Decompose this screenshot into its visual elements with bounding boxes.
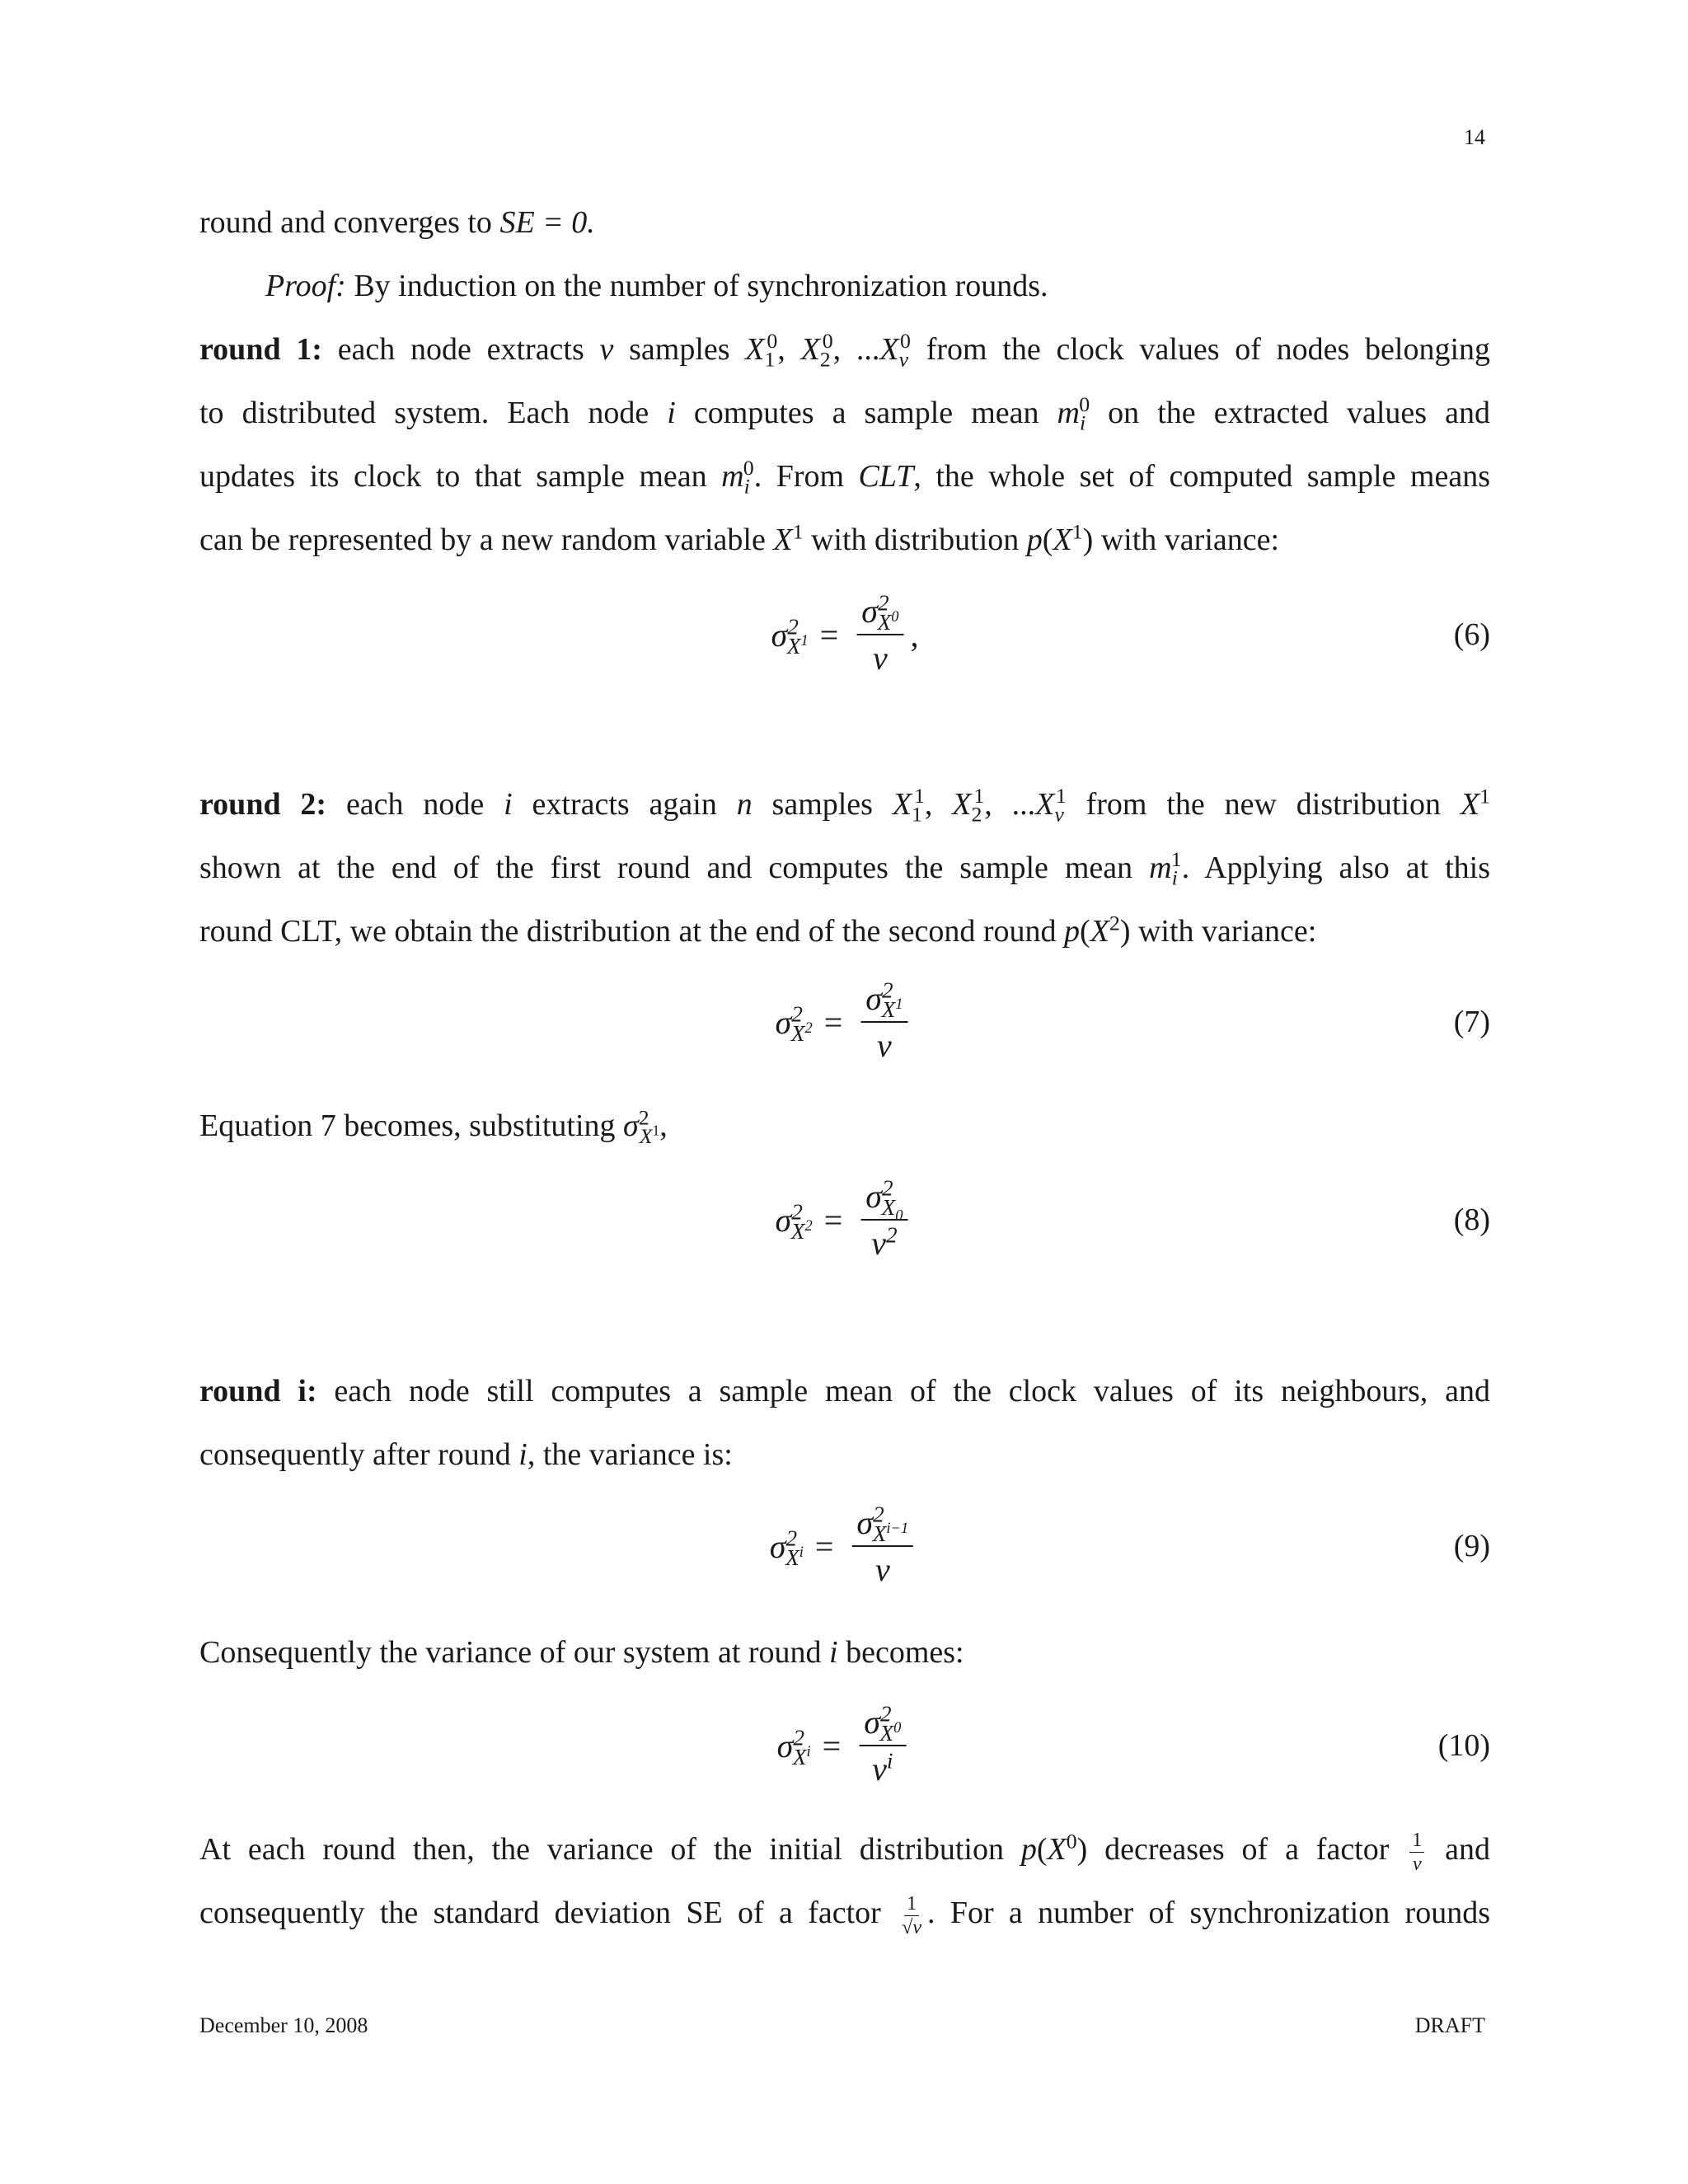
text-line: Consequently the variance of our system at round i becomes: <box>199 1635 964 1670</box>
paragraph-conclusion <box>199 1818 1490 1945</box>
paragraph-round-i <box>199 1360 1490 1487</box>
text-line: round and converges to SE = 0. <box>199 205 595 240</box>
round2-line-2: shown at the end of the first round and computes the sample mean $m_i^1$. Applying also at this <box>199 847 1490 890</box>
equation-7: $\sigma^2_{X^2}$ = $\frac{\sigma^2_{X^1}}{v}$ (7) <box>775 977 1490 1064</box>
final-line-2: consequently the standard deviation SE of a factor $\frac{1}{√v}$ . For a number of synchronization rounds <box>199 1892 1490 1938</box>
equation-number: (8) <box>1453 1202 1490 1237</box>
round1-line-1: round 1: each node extracts v samples $X_1^0$, $X_2^0$, $...X_v^0$ from the clock values of nodes belonging <box>199 329 1491 372</box>
paragraph-proof-intro <box>199 191 1490 572</box>
paragraph-round2 <box>199 773 1490 963</box>
equation-number: (6) <box>1453 617 1490 652</box>
proof-line: Proof: By induction on the number of synchronization rounds. <box>265 269 1048 303</box>
round2-line-3: round CLT, we obtain the distribution at the end of the second round $p(X^2)$ with variance: <box>199 911 1317 949</box>
equation-6: $\sigma^2_{X^1}$ = $\frac{\sigma^2_{X^0}}{v}$ , (6) <box>771 590 1490 677</box>
equation-9: $\sigma^2_{X^i}$ = $\frac{\sigma^2_{X^{i-1}}}{v}$ (9) <box>769 1502 1490 1588</box>
equation-number: (10) <box>1437 1728 1490 1763</box>
paragraph-consequently <box>199 1621 1490 1685</box>
round2-label: round 2: <box>199 787 327 822</box>
equation-number: (9) <box>1453 1529 1490 1563</box>
roundi-line-1: round i: each node still computes a sample mean of the clock values of its neighbours, and <box>199 1374 1490 1408</box>
roundi-label: round i: <box>199 1374 317 1408</box>
text-line: Equation 7 becomes, substituting $\sigma^2_{X^1}$, <box>199 1105 668 1148</box>
round1-line-2: to distributed system. Each node i computes a sample mean $m_i^0$ on the extracted values and <box>199 392 1490 435</box>
round1-line-4: can be represented by a new random variable $X^1$ with distribution $p(X^1)$ with variance: <box>199 519 1280 557</box>
round1-line-3: updates its clock to that sample mean $m_i^0$. From CLT, the whole set of computed sample means <box>199 456 1490 499</box>
round2-line-1: round 2: each node i extracts again n samples $X_1^1$, $X_2^1$, $...X_v^1$ from the new distribution $X^1$ <box>199 784 1490 827</box>
proof-label: Proof: <box>265 269 346 303</box>
equation-10: $\sigma^2_{X^i}$ = $\frac{\sigma^2_{X^0}}{v^i}$ (10) <box>776 1701 1490 1788</box>
round1-label: round 1: <box>199 332 322 367</box>
equation-8: $\sigma^2_{X^2}$ = $\frac{\sigma^2_{X_0}}{v^2}$ (8) <box>775 1175 1490 1262</box>
equation-number: (7) <box>1453 1005 1490 1039</box>
footer-status: DRAFT <box>1414 2013 1485 2037</box>
paragraph-substitution <box>199 1094 1490 1158</box>
final-line-1: At each round then, the variance of the initial distribution $p(X^0)$ decreases of a factor $\frac{1}{v}$ and <box>199 1829 1490 1875</box>
page-number: 14 <box>1464 125 1485 149</box>
footer-date: December 10, 2008 <box>199 2013 368 2037</box>
roundi-line-2: consequently after round i, the variance is: <box>199 1437 733 1472</box>
